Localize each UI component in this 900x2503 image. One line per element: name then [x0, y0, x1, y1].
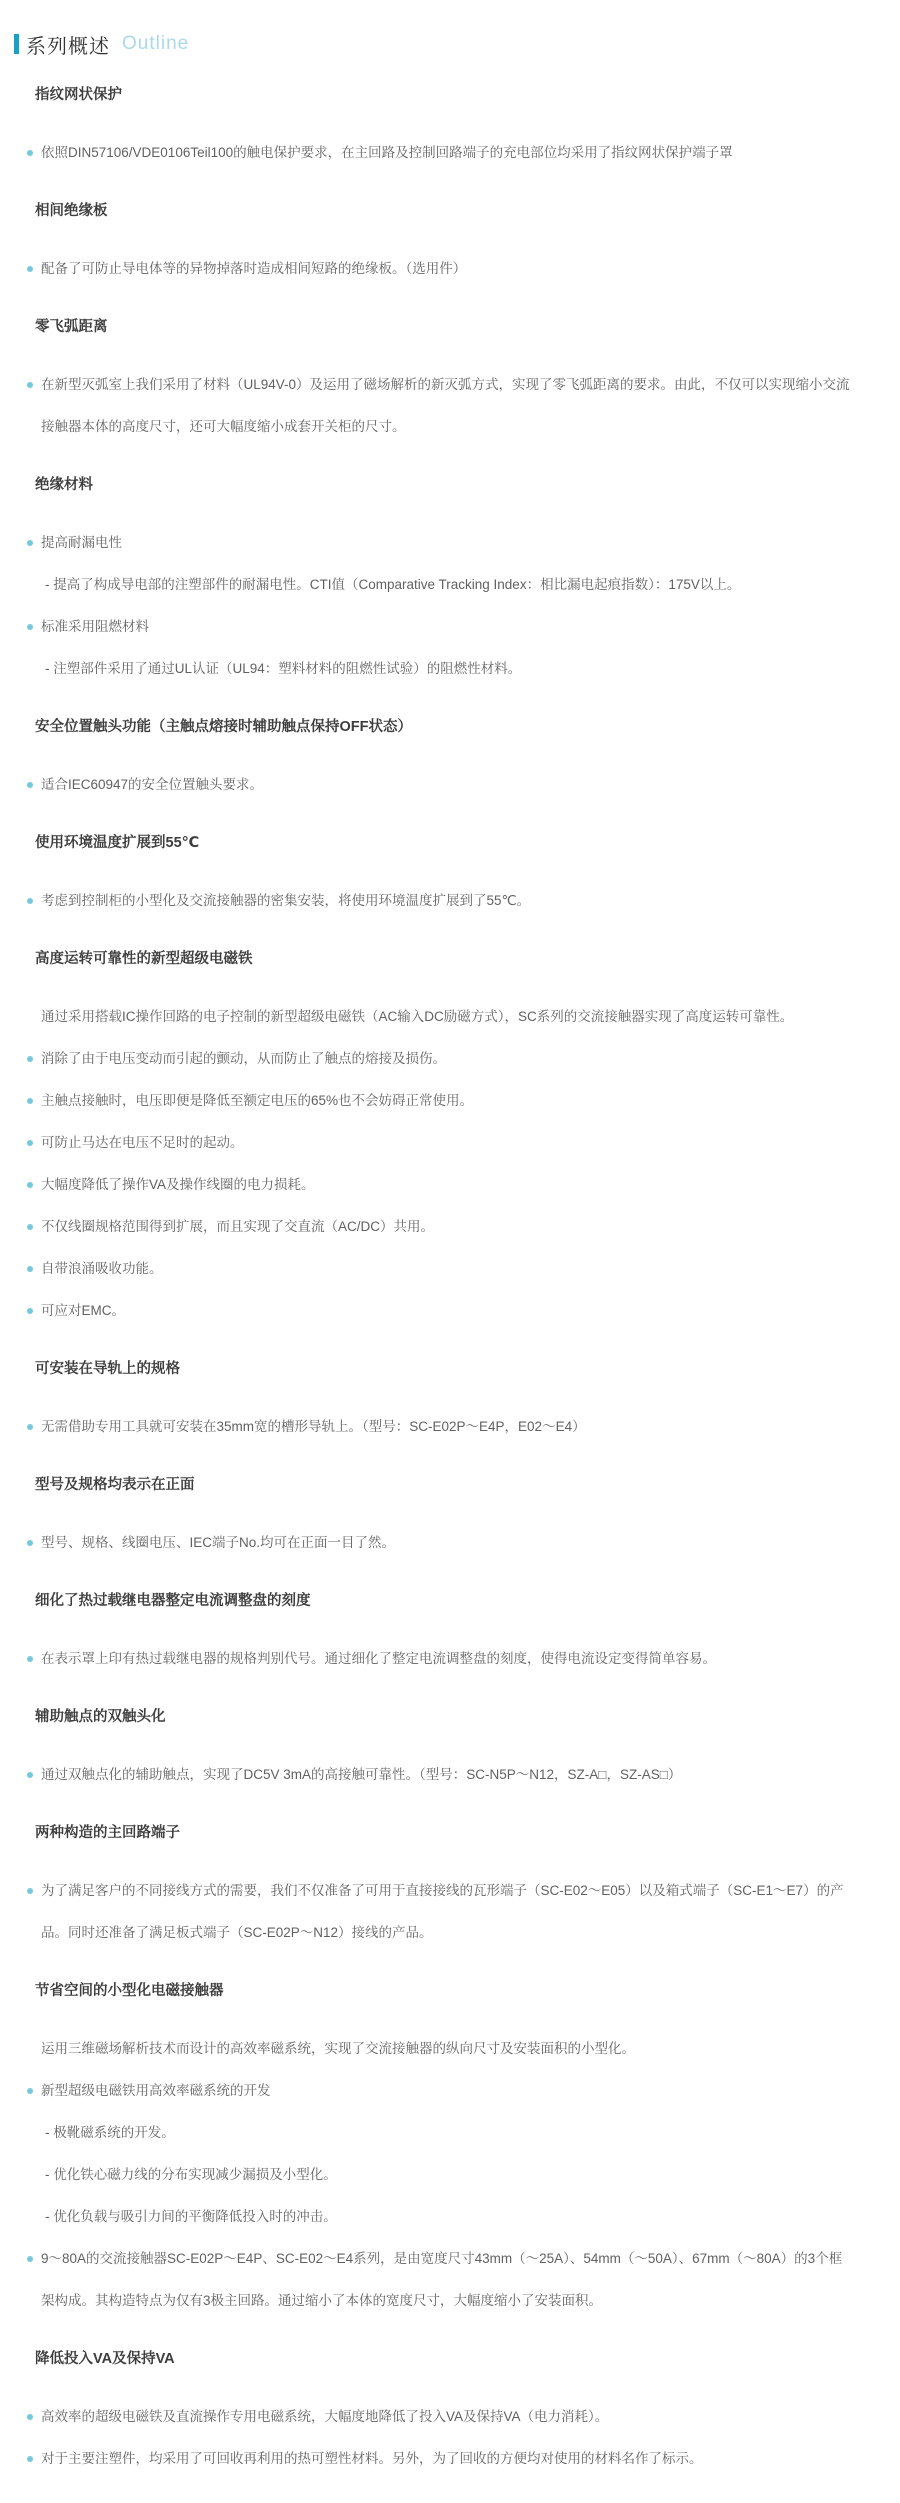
item-text: 自带浪涌吸收功能。: [41, 1261, 163, 1276]
section-heading: 型号及规格均表示在正面: [35, 1477, 195, 1493]
sub-list-item: [0, 648, 852, 690]
item-text: 通过双触点化的辅助触点，实现了DC5V 3mA的高接触可靠性。（型号：SC-N5P～N12，SZ-A□，SZ-AS□）: [41, 1767, 682, 1782]
item-text: 配备了可防止导电体等的异物掉落时造成相间短路的绝缘板。（选用件）: [41, 261, 467, 276]
item-text: 大幅度降低了操作VA及操作线圈的电力损耗。: [41, 1177, 315, 1192]
bullet-icon: [27, 782, 33, 788]
list-item: [0, 1122, 852, 1164]
item-text: - 优化负载与吸引力间的平衡降低投入时的冲击。: [45, 2209, 337, 2224]
sub-list-item: [0, 564, 852, 606]
page-title-zh: 系列概述: [26, 35, 110, 58]
list-item: [0, 2438, 852, 2480]
item-text: 依照DIN57106/VDE0106Teil100的触电保护要求，在主回路及控制回路端子的充电部位均采用了指纹网状保护端子罩: [41, 145, 733, 160]
item-text: 在表示罩上印有热过载继电器的规格判别代号。通过细化了整定电流调整盘的刻度，使得电流设定变得简单容易。: [41, 1651, 716, 1666]
page-title-en: Outline: [122, 33, 190, 54]
section-heading: 安全位置触头功能（主触点熔接时辅助触点保持OFF状态）: [35, 719, 412, 735]
paragraph: [0, 996, 852, 1038]
bullet-icon: [27, 1266, 33, 1272]
paragraph: [0, 2028, 852, 2070]
section-heading: 辅助触点的双触头化: [35, 1709, 166, 1725]
item-text: - 优化铁心磁力线的分布实现减少漏损及小型化。: [45, 2167, 337, 2182]
bullet-icon: [27, 382, 33, 388]
page-title: [0, 30, 900, 58]
bullet-icon: [27, 2414, 33, 2420]
list-item: [0, 606, 852, 648]
bullet-icon: [27, 266, 33, 272]
list-item: [0, 364, 852, 448]
bullet-icon: [27, 540, 33, 546]
item-text: 可防止马达在电压不足时的起动。: [41, 1135, 244, 1150]
item-text: 为了满足客户的不同接线方式的需要，我们不仅准备了可用于直接接线的瓦形端子（SC-E02～E05）以及箱式端子（SC-E1～E7）的产品。同时还准备了满足板式端子（SC-E02P～N12）接线的产品。: [41, 1883, 844, 1940]
item-text: 标准采用阻燃材料: [41, 619, 149, 634]
item-text: 不仅线圈规格范围得到扩展，而且实现了交直流（AC/DC）共用。: [41, 1219, 435, 1234]
section-heading: 使用环境温度扩展到55℃: [35, 835, 200, 851]
list-item: [0, 2396, 852, 2438]
bullet-icon: [27, 1140, 33, 1146]
list-item: [0, 1290, 852, 1332]
item-text: 高效率的超级电磁铁及直流操作专用电磁系统，大幅度地降低了投入VA及保持VA（电力消耗）。: [41, 2409, 609, 2424]
item-text: 在新型灭弧室上我们采用了材料（UL94V-0）及运用了磁场解析的新灭弧方式，实现了零飞弧距离的要求。由此，不仅可以实现缩小交流接触器本体的高度尺寸，还可大幅度缩小成套开关柜的尺寸。: [41, 377, 850, 434]
list-item: [0, 1522, 852, 1564]
bullet-icon: [27, 150, 33, 156]
sub-list-item: [0, 2154, 852, 2196]
bullet-icon: [27, 898, 33, 904]
bullet-icon: [27, 1424, 33, 1430]
bullet-icon: [27, 1098, 33, 1104]
list-item: [0, 880, 852, 922]
section-heading: 节省空间的小型化电磁接触器: [35, 1983, 224, 1999]
bullet-icon: [27, 1056, 33, 1062]
section-heading: 相间绝缘板: [35, 203, 108, 219]
bullet-icon: [27, 1772, 33, 1778]
bullet-icon: [27, 2256, 33, 2262]
list-item: [0, 1248, 852, 1290]
list-item: [0, 1870, 852, 1954]
item-text: - 注塑部件采用了通过UL认证（UL94：塑料材料的阻燃性试验）的阻燃性材料。: [45, 661, 522, 676]
item-text: 提高耐漏电性: [41, 535, 122, 550]
bullet-icon: [27, 1656, 33, 1662]
list-item: [0, 2238, 852, 2322]
item-text: 主触点接触时，电压即便是降低至额定电压的65%也不会妨碍正常使用。: [41, 1093, 474, 1108]
bullet-icon: [27, 2456, 33, 2462]
title-accent-bar-icon: [14, 34, 19, 54]
list-item: [0, 248, 852, 290]
item-text: 运用三维磁场解析技术而设计的高效率磁系统，实现了交流接触器的纵向尺寸及安装面积的小型化。: [41, 2041, 635, 2056]
item-text: 通过采用搭载IC操作回路的电子控制的新型超级电磁铁（AC输入DC励磁方式），SC系列的交流接触器实现了高度运转可靠性。: [41, 1009, 794, 1024]
content: [0, 74, 900, 2480]
list-item: [0, 132, 852, 174]
section-heading: 高度运转可靠性的新型超级电磁铁: [35, 951, 253, 967]
list-item: [0, 522, 852, 564]
item-text: 可应对EMC。: [41, 1303, 125, 1318]
list-item: [0, 1080, 852, 1122]
list-item: [0, 1638, 852, 1680]
sub-list-item: [0, 2196, 852, 2238]
section-heading: 指纹网状保护: [35, 87, 122, 103]
list-item: [0, 2070, 852, 2112]
list-item: [0, 1406, 852, 1448]
list-item: [0, 1206, 852, 1248]
item-text: 适合IEC60947的安全位置触头要求。: [41, 777, 264, 792]
bullet-icon: [27, 1182, 33, 1188]
item-text: - 提高了构成导电部的注塑部件的耐漏电性。CTI值（Comparative Tracking Index：相比漏电起痕指数）：175V以上。: [45, 577, 741, 592]
item-text: 无需借助专用工具就可安装在35mm宽的槽形导轨上。（型号：SC-E02P～E4P，E02～E4）: [41, 1419, 586, 1434]
list-item: [0, 1038, 852, 1080]
item-text: 对于主要注塑件，均采用了可回收再利用的热可塑性材料。另外，为了回收的方便均对使用的材料名作了标示。: [41, 2451, 703, 2466]
sub-list-item: [0, 2112, 852, 2154]
section-heading: 可安装在导轨上的规格: [35, 1361, 180, 1377]
section-heading: 细化了热过载继电器整定电流调整盘的刻度: [35, 1593, 311, 1609]
bullet-icon: [27, 1308, 33, 1314]
bullet-icon: [27, 624, 33, 630]
section-heading: 两种构造的主回路端子: [35, 1825, 180, 1841]
section-heading: 绝缘材料: [35, 477, 93, 493]
item-text: 新型超级电磁铁用高效率磁系统的开发: [41, 2083, 271, 2098]
list-item: [0, 1754, 852, 1796]
section-heading: 零飞弧距离: [35, 319, 108, 335]
item-text: 9～80A的交流接触器SC-E02P～E4P、SC-E02～E4系列，是由宽度尺寸43mm（～25A）、54mm（～50A）、67mm（～80A）的3个框架构成。其构造特点为仅有3极主回路。通过缩小了本体的宽度尺寸，大幅度缩小了安装面积。: [41, 2251, 843, 2308]
list-item: [0, 1164, 852, 1206]
item-text: 消除了由于电压变动而引起的颤动，从而防止了触点的熔接及损伤。: [41, 1051, 446, 1066]
bullet-icon: [27, 2088, 33, 2094]
item-text: 型号、规格、线圈电压、IEC端子No.均可在正面一目了然。: [41, 1535, 396, 1550]
list-item: [0, 764, 852, 806]
bullet-icon: [27, 1540, 33, 1546]
bullet-icon: [27, 1224, 33, 1230]
item-text: 考虑到控制柜的小型化及交流接触器的密集安装，将使用环境温度扩展到了55℃。: [41, 893, 531, 908]
bullet-icon: [27, 1888, 33, 1894]
section-heading: 降低投入VA及保持VA: [35, 2351, 175, 2367]
item-text: - 极靴磁系统的开发。: [45, 2125, 175, 2140]
